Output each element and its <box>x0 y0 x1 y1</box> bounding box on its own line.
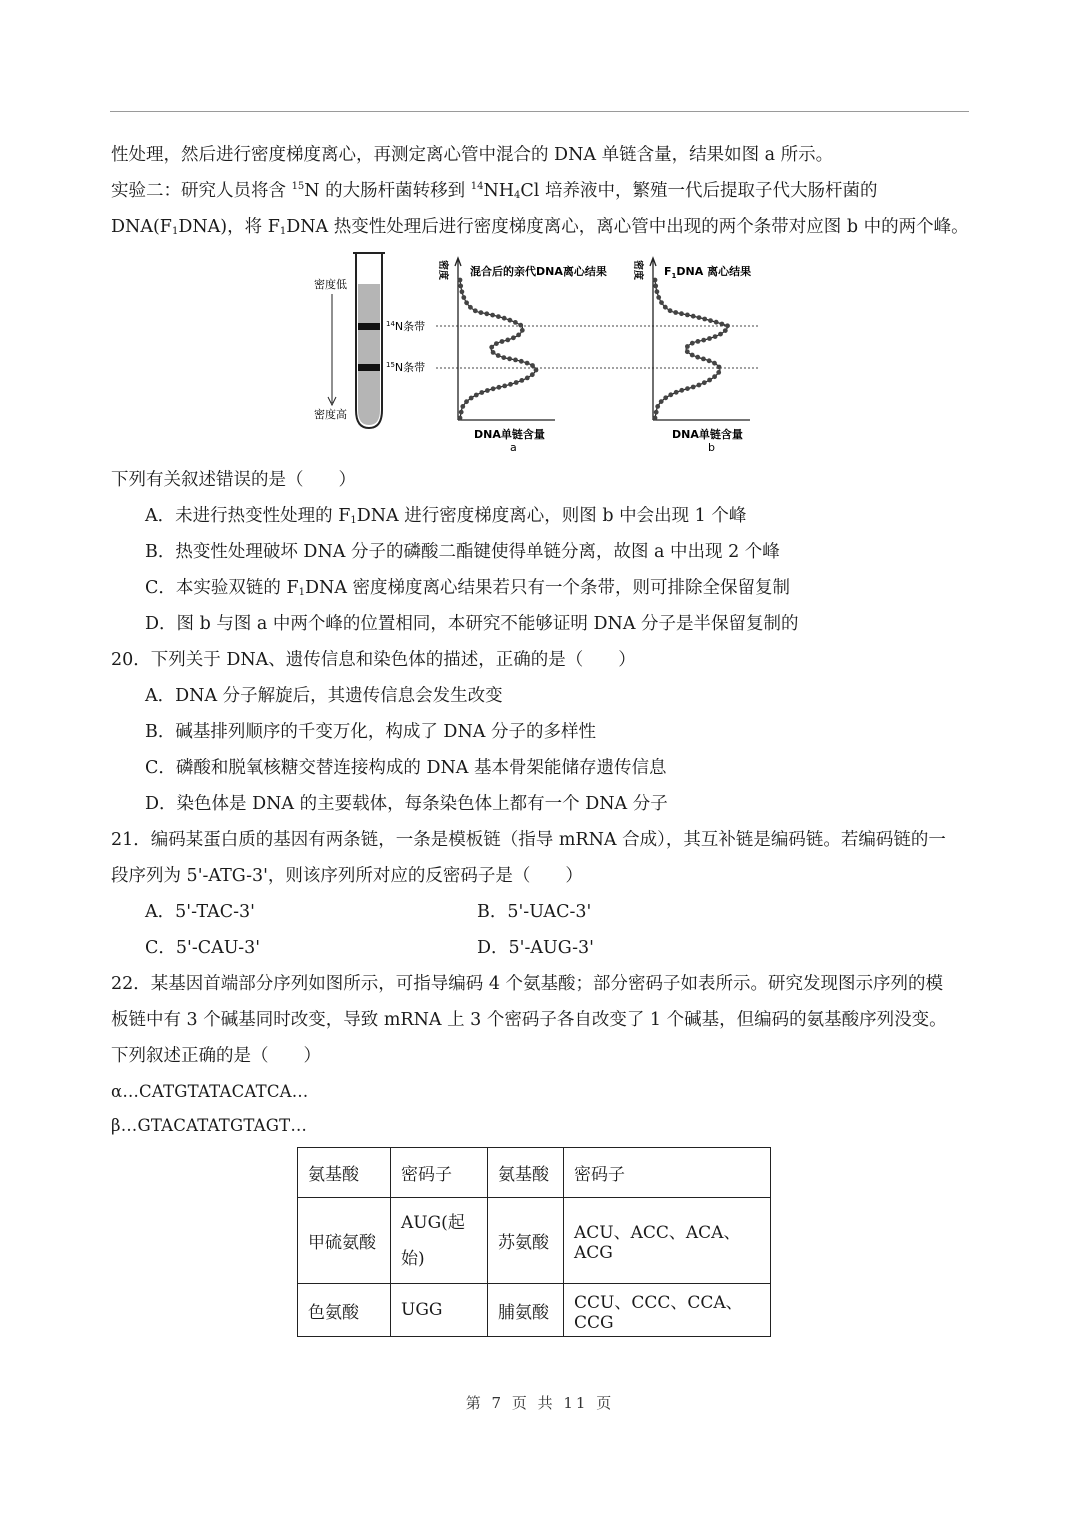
curve-point <box>519 378 524 383</box>
curve-point <box>501 355 506 360</box>
figure-svg <box>300 250 780 460</box>
curve-point <box>464 300 469 305</box>
curve-point <box>668 392 673 397</box>
plot-b-letter: b <box>708 441 715 454</box>
q21-option-c[interactable]: C．5'-CAU-3' <box>145 938 261 958</box>
curve-point <box>519 359 524 364</box>
table-cell: 密码子 <box>391 1148 488 1198</box>
q20-option-d[interactable]: D．染色体是 DNA 的主要载体，每条染色体上都有一个 DNA 分子 <box>145 794 668 814</box>
plot-b-y-label: 密度 <box>632 260 643 280</box>
curve-point <box>708 318 713 323</box>
curve-point <box>496 314 501 319</box>
curve-point <box>513 320 518 325</box>
curve-point <box>474 393 479 398</box>
curve-point <box>502 384 507 389</box>
curve-point <box>702 380 707 385</box>
curve-point <box>701 357 706 362</box>
curve-point <box>530 372 535 377</box>
plot-a <box>437 258 607 454</box>
table-header-row <box>298 1148 771 1198</box>
curve-point <box>460 289 465 294</box>
q19-option-b[interactable]: B．热变性处理破坏 DNA 分子的磷酸二酯键使得单链分离，故图 a 中出现 2 个峰 <box>145 542 780 562</box>
curve-point <box>717 365 722 370</box>
table-cell: UGG <box>391 1284 488 1337</box>
curve-point <box>690 353 695 358</box>
tube-low-label: 密度低 <box>314 278 347 291</box>
curve-point <box>702 317 707 322</box>
curve-point <box>674 390 679 395</box>
top-divider <box>110 111 969 112</box>
curve-point <box>520 328 525 333</box>
codon-table <box>297 1147 771 1337</box>
curve-point <box>479 310 484 315</box>
curve-point <box>707 336 712 341</box>
centrifuge-tube <box>353 253 385 428</box>
plot-a-title: 混合后的亲代DNA离心结果 <box>470 265 607 278</box>
table-cell: 氨基酸 <box>488 1148 564 1198</box>
curve-point <box>690 341 695 346</box>
beta-sequence: β…GTACATATGTAGT… <box>111 1116 308 1135</box>
curve-point <box>707 378 712 383</box>
q20-option-a[interactable]: A．DNA 分子解旋后，其遗传信息会发生改变 <box>145 686 503 706</box>
curve-point <box>469 396 474 401</box>
curve-point <box>473 308 478 313</box>
centrifuge-figure <box>300 250 780 460</box>
page-footer: 第 7 页 共 11 页 <box>465 1394 615 1412</box>
plot-a-x-label: DNA单链含量 <box>474 428 545 441</box>
curve-point <box>685 344 690 349</box>
plot-b-title: $F_1DNA$ 离心结果 <box>664 265 752 280</box>
curve-point <box>663 305 668 310</box>
curve-point <box>525 361 530 366</box>
plot-b-x-label: DNA单链含量 <box>672 428 743 441</box>
curve-point <box>712 361 717 366</box>
alpha-sequence: α…CATGTATACATCA… <box>111 1082 309 1101</box>
q22-stem-line-1: 22．某基因首端部分序列如图所示，可指导编码 4 个氨基酸；部分密码子如表所示。研究发现图示序列的模 <box>111 974 944 994</box>
intro-line-1: 性处理，然后进行密度梯度离心，再测定离心管中混合的 DNA 单链含量，结果如图 a 所示。 <box>111 145 834 165</box>
q19-stem: 下列有关叙述错误的是（ ） <box>111 470 356 490</box>
curve-point <box>713 334 718 339</box>
curve-a-points <box>458 278 539 421</box>
curve-point <box>691 314 696 319</box>
band-15n <box>358 364 380 371</box>
curve-b-points <box>653 278 730 421</box>
curve-point <box>508 318 513 323</box>
curve-point <box>458 416 463 421</box>
curve-point <box>701 338 706 343</box>
table-row <box>298 1284 771 1337</box>
curve-point <box>491 350 496 355</box>
curve-point <box>697 383 702 388</box>
curve-point <box>707 358 712 363</box>
curve-point <box>479 390 484 395</box>
table-cell: 脯氨酸 <box>488 1284 564 1337</box>
curve-point <box>460 404 465 409</box>
curve-point <box>697 315 702 320</box>
q20-stem: 20．下列关于 DNA、遗传信息和染色体的描述，正确的是（ ） <box>111 650 636 670</box>
curve-point <box>653 416 658 421</box>
curve-point <box>464 399 469 404</box>
plot-b <box>632 258 751 454</box>
curve-point <box>518 323 523 328</box>
curve-point <box>655 289 660 294</box>
q22-stem-line-3: 下列叙述正确的是（ ） <box>111 1046 321 1066</box>
curve-point <box>514 380 519 385</box>
curve-point <box>468 305 473 310</box>
plot-a-y-label: 密度 <box>437 260 448 280</box>
curve-point <box>679 311 684 316</box>
table-row <box>298 1198 771 1284</box>
q21-stem-line-2: 段序列为 5'-ATG-3'，则该序列所对应的反密码子是（ ） <box>111 866 583 886</box>
table-cell: 氨基酸 <box>298 1148 391 1198</box>
curve-point <box>685 349 690 354</box>
curve-point <box>691 385 696 390</box>
q19-option-c[interactable]: C．本实验双链的 $F_1DNA$ 密度梯度离心结果若只有一个条带，则可排除全保留复制 <box>145 578 791 598</box>
tube-high-label: 密度高 <box>314 408 347 421</box>
curve-point <box>712 374 717 379</box>
curve-point <box>502 316 507 321</box>
curve-point <box>500 339 505 344</box>
curve-point <box>458 284 463 289</box>
table-cell: 苏氨酸 <box>488 1198 564 1284</box>
curve-point <box>497 385 502 390</box>
q20-option-c[interactable]: C．磷酸和脱氧核糖交替连接构成的 DNA 基本骨架能储存遗传信息 <box>145 758 667 778</box>
table-cell: CCU、CCC、CCA、CCG <box>564 1284 771 1337</box>
curve-point <box>659 300 664 305</box>
curve-point <box>494 341 499 346</box>
curve-point <box>685 313 690 318</box>
curve-point <box>530 363 535 368</box>
curve-point <box>505 338 510 343</box>
curve-point <box>507 356 512 361</box>
curve-point <box>491 386 496 391</box>
curve-point <box>490 313 495 318</box>
q21-option-b[interactable]: B．5'-UAC-3' <box>477 902 592 922</box>
curve-point <box>655 404 660 409</box>
curve-point <box>720 322 725 327</box>
curve-point <box>673 310 678 315</box>
curve-point <box>508 382 513 387</box>
curve-point <box>513 358 518 363</box>
band-14n <box>358 323 380 330</box>
plot-a-letter: a <box>510 441 517 454</box>
q21-option-d[interactable]: D．5'-AUG-3' <box>477 938 594 958</box>
curve-point <box>525 376 530 381</box>
curve-point <box>663 395 668 400</box>
q20-option-b[interactable]: B．碱基排列顺序的千变万化，构成了 DNA 分子的多样性 <box>145 722 596 742</box>
q19-option-d[interactable]: D．图 b 与图 a 中两个峰的位置相同，本研究不能够证明 DNA 分子是半保留复制的 <box>145 614 799 634</box>
curve-point <box>714 320 719 325</box>
curve-point <box>656 295 661 300</box>
curve-point <box>511 335 516 340</box>
curve-point <box>725 323 730 328</box>
curve-point <box>668 308 673 313</box>
curve-point <box>489 345 494 350</box>
curve-point <box>718 332 723 337</box>
curve-point <box>695 355 700 360</box>
curve-point <box>653 284 658 289</box>
table-cell: 甲硫氨酸 <box>298 1198 391 1284</box>
curve-point <box>516 333 521 338</box>
q19-option-a[interactable]: A．未进行热变性处理的 $F_1DNA$ 进行密度梯度离心，则图 b 中会出现 1 个峰 <box>145 506 747 526</box>
curve-point <box>496 353 501 358</box>
curve-point <box>534 368 539 373</box>
table-cell: AUG(起始) <box>391 1198 488 1284</box>
curve-point <box>484 311 489 316</box>
curve-point <box>716 370 721 375</box>
table-cell: 色氨酸 <box>298 1284 391 1337</box>
table-cell: ACU、ACC、ACA、ACG <box>564 1198 771 1284</box>
q21-option-a[interactable]: A．5'-TAC-3' <box>145 902 255 922</box>
curve-point <box>723 328 728 333</box>
intro-line-3: $DNA(F_1DNA)$，将 $F_1DNA$ 热变性处理后进行密度梯度离心，离心管中出现的两个条带对应图 b 中的两个峰。 <box>111 217 969 237</box>
curve-point <box>458 278 463 283</box>
curve-point <box>653 278 658 283</box>
band14-label: $^{14}$N条带 <box>386 320 426 333</box>
curve-point <box>696 339 701 344</box>
table-cell: 密码子 <box>564 1148 771 1198</box>
curve-point <box>654 410 659 415</box>
curve-point <box>459 410 464 415</box>
curve-point <box>461 295 466 300</box>
q21-stem-line-1: 21．编码某蛋白质的基因有两条链，一条是模板链（指导 mRNA 合成），其互补链是编码链。若编码链的一 <box>111 830 946 850</box>
band15-label: $^{15}$N条带 <box>386 361 426 374</box>
curve-point <box>685 386 690 391</box>
intro-line-2: 实验二：研究人员将含 $^{15}$N 的大肠杆菌转移到 $^{14}NH_4Cl$ 培养液中，繁殖一代后提取子代大肠杆菌的 <box>111 181 878 201</box>
curve-point <box>679 388 684 393</box>
q22-stem-line-2: 板链中有 3 个碱基同时改变，导致 mRNA 上 3 个密码子各自改变了 1 个碱基，但编码的氨基酸序列没变。 <box>111 1010 947 1030</box>
curve-point <box>659 399 664 404</box>
curve-point <box>485 388 490 393</box>
